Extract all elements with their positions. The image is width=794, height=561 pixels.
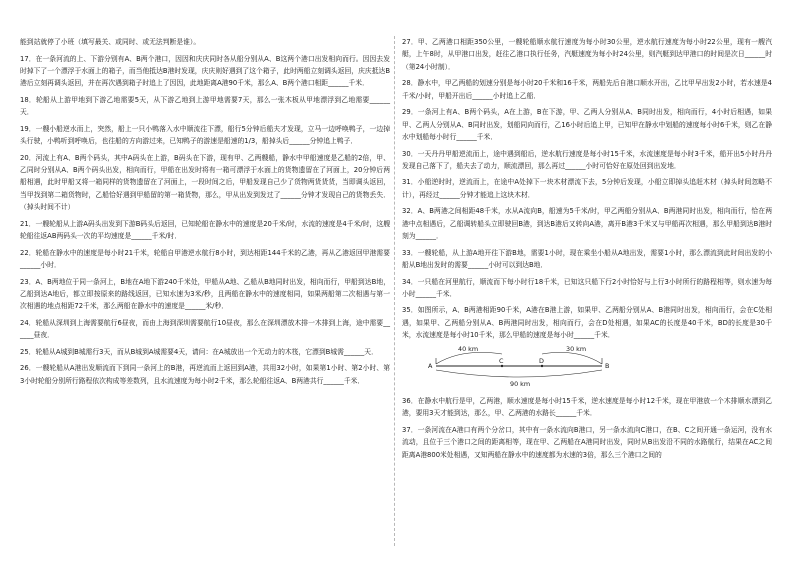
- column-divider: [394, 36, 395, 546]
- label-a: A: [428, 361, 433, 370]
- question-27: 27．甲、乙两港口相距350公里，一艘轮船顺水航行速度为每小时30公里，逆水航行速度为每小时22公里，现有一艘汽艇，上午8时，从甲港口出发，赶往乙港口执行任务，汽艇速度为每小时24公里，则汽艇到达甲港口的时间是次日______时（第24小时制）．: [402, 38, 772, 71]
- question-35: 35．如图所示，A、B两港相距90千米，A港在B港上游，如果甲、乙两船分别从A、B港同时出发，相向而行，会在C处相遇，如果甲、乙两船分别从A、B两港同时出发，相向而行，会在D处相遇，如果AC的长度是40千米，BD的长度是30千米，水流速度是每小时10千米，那么甲船的速度是每小时______千米．: [402, 306, 772, 340]
- label-db: 30 km: [566, 344, 587, 353]
- question-25: 25．轮船从A城到B城需行3天，而从B城到A城需要4天，请问：在A城放出一个无动力的木筏，它漂到B城需______天．: [20, 347, 378, 356]
- brace-ac: [436, 352, 502, 364]
- question-17: 17．在一条河流的上、下游分别有A、B两个港口，因因和庆庆同时各从船分别从A、B这两个港口出发相向而行。因因去发时掉下了一个漂浮于水面上的箱子，而当他抵达B港时发现，庆庆则好遇到了这个箱子，此时两船立刻调头返回，庆庆抵达B港后立刻再调头返回，并在再次遇到箱子时追上了因因，此地距离A港90千米，那么A、B两个港口相距______千米．: [20, 54, 390, 88]
- question-28: 28．静水中，甲乙两船的划速分别是每小时20千米和16千米，两船先后自港口顺水开出，乙比甲早出发2小时，若水速是4千米/小时，甲船开出后______小时追上乙船．: [402, 79, 772, 100]
- question-18: 18．轮船从上游甲地到下游乙地需要5天，从下游乙地到上游甲地需要7天，那么一张木板从甲地漂浮到乙地需要______天．: [20, 95, 390, 117]
- question-33: 33．一艘轮船，从上游A地开往下游B地，需要1小时，现在乘坐小船从A地出发，需要1小时，那么漂流到此时间出发的小船从B地出发时的需要______小时可以到达B地．: [402, 248, 772, 270]
- question-30: 30．一天丹丹甲船逆流而上，途中遇到船后，逆水航行速度是每小时15千米，水流速度是每小时3千米，船开出5小时丹丹发现自己落下了，船夫去了动力，顺流漂回，那么再过______小时可恰好在原处回到出发地．: [402, 149, 772, 170]
- question-26: 26．一艘轮船从A港出发顺流而下到同一条河上的B港，再逆流而上返回到A港，共用32小时，如果第1小时、第2小时、第3小时轮船分别所行路程依次构成等差数列，且水流速度为每小时2千米，那么轮船往返A、B两港共行______千米．: [20, 364, 390, 385]
- question-23: 23．A、B两地位于同一条河上，B地在A地下游240千米处，甲船从A地、乙船从B地同时出发，相向而行，甲船到达B地，乙船到达A地后，都立即按原来的路线返回，已知水速为3米/秒，且两船在静水中的速度相同，如果两船第二次相遇与第一次相遇的地点相距72千米，那么两船在静水中的速度是______米/秒．: [20, 277, 390, 311]
- label-c: C: [499, 356, 504, 365]
- river-diagram: [402, 344, 772, 392]
- question-36: 36．在静水中航行是甲，乙两港，顺水速度是每小时15千米，逆水速度是每小时12千米，现在甲港放一个木排顺水漂到乙港，要用3天才能到达，那么，甲、乙两港的水路长______千米．: [402, 396, 772, 418]
- question-24: 24．轮船从深圳到上海需要航行6昼夜，而由上海到深圳需要航行10昼夜，那么在深圳漂放木排一木排到上海，途中需要______昼夜．: [20, 318, 390, 340]
- label-b: B: [605, 361, 610, 370]
- question-29: 29．一条河上有A、B两个码头，A在上游，B在下游，甲、乙两人分别从A、B同时出发，相向而行，4小时后相遇，如果甲、乙两人分别从A、B同时出发，划船同向而行，乙16小时后追上甲，已知甲在静水中划船的速度每小时6千米，则乙在静水中划船每小时行______千米．: [402, 108, 772, 142]
- point-c: [501, 365, 503, 367]
- left-column: [20, 36, 390, 391]
- question-37: 37．一条河流在A港口有两个分岔口，其中有一条水流向B港口，另一条水流向C港口，在B、C之间开通一条运河，没有水流动，且位于三个港口之间的距离相等，现在甲、乙两船在A港同时出发，同时从B出发沿不同的水路航行，结果在AC之间距离A港800米处相遇，又知两船在静水中的速度都为水速的3倍，那么三个港口之间的: [402, 425, 772, 459]
- label-d: D: [539, 356, 544, 365]
- intro-note: 能到站就停了小班（填写最关、或同时、或无法判断是谁）。: [20, 38, 201, 46]
- label-ac: 40 km: [458, 344, 479, 353]
- brace-db: [542, 352, 602, 364]
- right-column: [402, 36, 772, 465]
- question-22: 22．轮船在静水中的速度是每小时21千米，轮船自甲港逆水航行8小时，到达相距144千米的乙港，再从乙港返回甲港需要______小时．: [20, 248, 390, 270]
- label-ab: 90 km: [510, 379, 531, 388]
- point-d: [541, 365, 543, 367]
- question-19: 19．一艘小船逆水而上，突然，船上一只小鸭落入水中顺流往下漂，船行5分钟后船夫才发现，立马一边呼唤鸭子，一边掉头行驶，小鸭听到呼唤后，也往船的方向游过来，已知鸭子的游速是船速的1/3，船掉头后______分钟追上鸭子．: [20, 124, 390, 146]
- question-21: 21．一艘轮船从上游A码头出发到下游B码头后返回，已知轮船在静水中的速度是20千米/时，水流的速度是4千米/时，这艘轮船往返AB两码头一次的平均速度是______千米/时．: [20, 219, 390, 241]
- brace-ab: [436, 370, 602, 377]
- question-20: 20．河流上有A、B两个码头，其中A码头在上游，B码头在下游，现有甲、乙两艘船，静水中甲船速度是乙船的2倍，甲、乙同时分别从A、B两个码头出发，相向而行，甲船在出发时将有一箱可漂浮于水面上的货物遗留在了河面上，20分钟后两船相遇，此时甲船又将一箱同样的货物遗留在了河面上，一段时间之后，甲船发现自己少了货物两货货货，当即调头返回，当甲找到第二箱货物时，乙船恰好遇到甲船留的第一箱货物，那么，甲从出发到发过了______分钟才发现自己的货物丢失．（掉头时间不计）: [20, 153, 390, 212]
- question-32: 32．A、B两港之间相距48千米，水从A流向B，船速为5千米/时，甲乙两船分别从A、B两港同时出发，相向而行，恰在两港中点相遇后，乙船调转船头立即驶回B港，到达B港后又转向A港，离开B港3千米又与甲船再次相遇，那么甲船到达B港时刻为______．: [402, 207, 772, 241]
- question-34: 34．一只船在河里航行，顺流而下每小时行18千米，已知这只船下行2小时恰好与上行3小时所行的路程相等，则水速为每小时______千米．: [402, 277, 772, 298]
- question-31: 31．小船逆时时，逆流而上，在途中A处掉下一块木材漂流下去，5分钟后发现，小船立即掉头追赶木材（掉头时间忽略不计），再经过______分钟才能追上这块木材．: [402, 178, 772, 199]
